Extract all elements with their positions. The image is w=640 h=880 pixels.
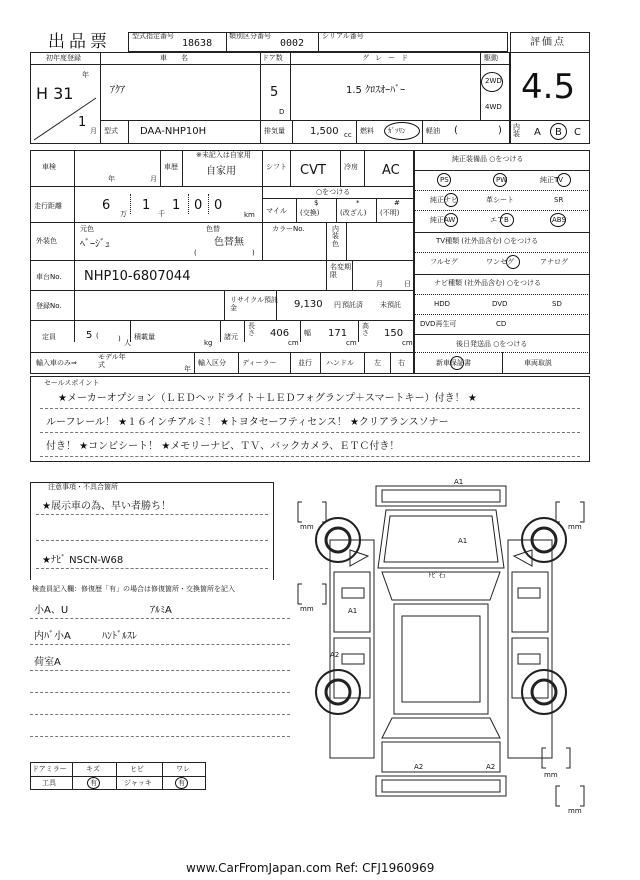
sales-label: セールスポイント <box>44 379 100 387</box>
color-change-label: 色替 <box>206 225 220 233</box>
doors-label: ドア数 <box>262 54 283 62</box>
first-reg-month: 1 <box>78 115 87 130</box>
equip-abs: ABS <box>552 216 566 224</box>
orig-color-value: ﾍﾞｰｼﾞｭ <box>80 239 110 250</box>
equip-navi: 純正ナビ <box>430 196 458 204</box>
dmg-a2-rear-right: A2 <box>486 763 496 771</box>
name-change-day: 日 <box>404 280 411 288</box>
model-cert-value: 18638 <box>182 38 213 49</box>
interior-label: 内装 <box>513 123 520 138</box>
mileage-digit-2: 1 <box>142 198 151 213</box>
handle-label: ハンドル <box>326 359 354 367</box>
model-year-label: モデル年式 <box>98 353 126 369</box>
mm-front-left: mm <box>300 523 314 531</box>
legend-jack: ジャッキ <box>124 779 152 787</box>
usage-value: 自家用 <box>206 166 236 177</box>
capacity-unit: 人 <box>124 339 131 347</box>
fuel-circle <box>384 122 420 140</box>
year-unit: 年 <box>82 71 89 79</box>
inspector-line-2a: 内ﾊﾞ小A <box>34 631 71 642</box>
displacement-label: 排気量 <box>264 127 285 135</box>
docs-title: 後日発送品 ○をつける <box>456 340 528 348</box>
mileage-digit-5: 0 <box>214 198 223 213</box>
tv-oneseg: ワンセグ <box>486 258 514 266</box>
handle-right: 右 <box>398 359 405 367</box>
sales-line-1: ★メーカーオプション（ＬＥＤヘッドライト＋ＬＥＤフォグランプ＋スマートキー）付き！ ★ <box>58 393 477 404</box>
navi-title: ナビ種類 (社外品含む) ○をつける <box>434 279 542 287</box>
capacity-paren-open: ( <box>96 332 99 340</box>
shift-value: CVT <box>300 163 326 178</box>
equip-navi-circle <box>444 193 458 207</box>
color-label: 外装色 <box>36 237 57 245</box>
dmg-a2-rear-left: A2 <box>414 763 424 771</box>
serial-label: シリアル番号 <box>322 32 364 40</box>
inspection-month: 月 <box>150 175 157 183</box>
aircon-value: AC <box>382 163 400 178</box>
equip-airbag: エアB <box>490 216 509 224</box>
class-label: 類別区分番号 <box>229 32 271 40</box>
inspector-line-2b: ﾊﾝﾄﾞﾙｽﾚ <box>102 631 137 642</box>
door-suffix: D <box>279 108 285 116</box>
chassis-label: 車台No. <box>36 273 62 281</box>
modify-label: (改ざん) <box>340 209 367 217</box>
load-label: 積載量 <box>134 333 155 341</box>
grade-value: 1.5 ｸﾛｽｵｰﾊﾞｰ <box>346 85 406 96</box>
capacity-label: 定員 <box>42 333 56 341</box>
equip-tv: 純正TV <box>540 176 564 184</box>
inspection-label: 車検 <box>42 163 56 171</box>
tv-analog: アナログ <box>540 258 568 266</box>
height-value: 150 <box>384 328 404 339</box>
navi-cd: CD <box>496 320 507 328</box>
first-reg-era: H 31 <box>36 84 74 103</box>
unit-man: 万 <box>120 210 127 218</box>
load-unit: kg <box>204 339 213 347</box>
equip-tv-circle <box>557 173 571 187</box>
equip-airbag-circle <box>500 213 514 227</box>
interior-b: B <box>555 127 562 138</box>
import-class-label: 輸入区分 <box>198 359 226 367</box>
mm-mid-left: mm <box>300 605 314 613</box>
form-title: 出品票 <box>48 32 111 52</box>
equip-aw-circle <box>444 213 458 227</box>
chassis-value: NHP10-6807044 <box>84 269 191 284</box>
legend-tools-value: 有 <box>90 779 97 787</box>
drive-2wd-circle <box>481 72 503 92</box>
name-change-month: 月 <box>376 280 383 288</box>
usage-note: ※未記入は自家用 <box>196 151 251 159</box>
legend-crack: ヒビ <box>130 765 144 773</box>
month-unit: 月 <box>90 127 97 135</box>
inspector-line-3a: 荷室A <box>34 657 61 668</box>
inspector-line-1b: ｱﾙﾐA <box>150 605 172 616</box>
length-label: 長さ <box>248 322 255 337</box>
dmg-a1-side: A1 <box>348 607 358 615</box>
dmg-chip: ﾄﾋﾞ石 <box>428 571 446 579</box>
legend-tools: 工具 <box>42 779 56 787</box>
displacement-unit: cc <box>344 131 352 139</box>
tv-title: TV種類 (社外品含む) ○をつける <box>436 237 539 245</box>
paren-close: ) <box>498 125 502 136</box>
docs-warranty-circle <box>450 356 464 370</box>
color-change-value: 色替無 <box>214 237 244 248</box>
legend-mirror: ドアミラー <box>32 765 67 773</box>
interior-b-circle <box>550 123 567 140</box>
width-unit: cm <box>346 339 357 347</box>
legend-break: ワレ <box>176 765 190 773</box>
import-label: 輸入車のみ⇒ <box>36 359 77 367</box>
mileage-digit-4: 0 <box>194 198 203 213</box>
dmg-a1-hood: A1 <box>458 537 468 545</box>
mm-front-right: mm <box>568 523 582 531</box>
drive-label: 駆動 <box>484 54 498 62</box>
equip-leather: 革シート <box>486 196 514 204</box>
first-reg-label: 初年度登録 <box>46 54 81 62</box>
paren-open: ( <box>454 125 458 136</box>
mileage-check: ○をつける <box>316 188 351 196</box>
drive-2wd: 2WD <box>485 77 502 85</box>
navi-hdd: HDD <box>434 300 451 308</box>
import-dealer: ディーラー <box>242 359 277 367</box>
model-cert-label: 型式指定番号 <box>132 32 174 40</box>
mile-label: マイル <box>266 207 287 215</box>
shift-label: シフト <box>266 163 287 171</box>
equip-sr: SR <box>554 196 564 204</box>
length-unit: cm <box>288 339 299 347</box>
aircon-label: 冷房 <box>344 163 358 171</box>
mileage-digit-3: 1 <box>172 198 181 213</box>
tv-fullseg: フルセグ <box>430 258 458 266</box>
unknown-sym: # <box>394 199 400 207</box>
notes-label: 注意事項・不具合箇所 <box>48 483 118 491</box>
modify-sym: * <box>356 199 360 207</box>
tools-circle <box>87 777 100 789</box>
sales-line-2: ルーフレール！ ★１６インチアルミ！ ★トヨタセーフティセンス！ ★クリアランスソナー <box>46 417 449 428</box>
model-value: DAA-NHP10H <box>140 126 207 137</box>
color-paren-open: ( <box>194 249 197 257</box>
unit-sen: 千 <box>158 210 165 218</box>
capacity-value: 5 <box>86 330 93 341</box>
handle-left: 左 <box>374 359 381 367</box>
capacity-paren-close: ) <box>118 335 121 343</box>
recycle-status2: 未預託 <box>380 301 401 309</box>
equip-abs-circle <box>550 213 566 227</box>
orig-color-label: 元色 <box>80 225 94 233</box>
model-year-unit: 年 <box>184 365 191 373</box>
sales-line-3: 付き！ ★コンビシート！ ★メモリーナビ、ＴＶ、バックカメラ、ＥＴＣ付き！ <box>46 441 400 452</box>
equip-pw-circle <box>493 173 507 187</box>
exchange-label: (交換) <box>300 209 320 217</box>
inspector-label: 検査員記入欄：修復歴「有」の場合は修復箇所・交換箇所を記入 <box>32 585 235 593</box>
recycle-status: 預託済 <box>342 301 363 309</box>
width-value: 171 <box>328 328 348 339</box>
width-label: 幅 <box>304 329 311 337</box>
equip-pw: PW <box>496 176 508 184</box>
mm-rear-left: mm <box>544 771 558 779</box>
int-color-label: 内装色 <box>332 225 339 248</box>
navi-dvd: DVD <box>492 300 508 308</box>
docs-warranty: 新車保証書 <box>436 359 471 367</box>
recycle-value: 9,130 <box>294 299 323 310</box>
reg-label: 登録No. <box>36 302 62 310</box>
dmg-a2-side: A2 <box>330 651 340 659</box>
interior-a: A <box>534 127 541 138</box>
footer-ref: www.CarFromJapan.com Ref: CFJ1960969 <box>186 861 435 875</box>
drive-4wd: 4WD <box>485 103 502 111</box>
equip-ps-circle <box>437 173 451 187</box>
notes-line-1: ★展示車の為、早い者勝ち！ <box>42 501 171 512</box>
equip-title: 純正装備品 ○をつける <box>452 155 524 163</box>
equip-ps: PS <box>440 176 449 184</box>
score-label: 評価点 <box>530 37 566 48</box>
exchange-sym: $ <box>314 199 319 207</box>
class-value: 0002 <box>280 38 305 49</box>
jack-circle <box>175 777 188 789</box>
mm-rear-right: mm <box>568 807 582 815</box>
length-value: 406 <box>270 328 290 339</box>
recycle-label: リサイクル預託金 <box>230 296 279 313</box>
color-paren-close: ) <box>252 249 255 257</box>
recycle-unit: 円 <box>334 301 341 309</box>
car-name: ｱｸｱ <box>110 85 125 96</box>
unit-km: km <box>244 211 255 219</box>
car-name-label: 車名 <box>160 54 202 62</box>
legend-scratch: キズ <box>86 765 100 773</box>
inspection-year: 年 <box>108 175 115 183</box>
score-value: 4.5 <box>521 67 576 107</box>
notes-line-3: ★ﾅﾋﾞ NSCN-W68 <box>42 555 124 566</box>
legend-jack-value: 有 <box>178 779 185 787</box>
docs-manual: 車両取説 <box>524 359 552 367</box>
inspector-line-1a: 小A、U <box>34 605 69 616</box>
fuel-value: ｶﾞｿﾘﾝ <box>388 127 406 135</box>
mileage-digit-1: 6 <box>102 198 111 213</box>
equip-aw: 純正AW <box>430 216 456 224</box>
interior-c: C <box>574 127 581 138</box>
usage-label: 車歴 <box>164 163 178 171</box>
doors-value: 5 <box>270 85 279 100</box>
mileage-label: 走行距離 <box>34 202 62 210</box>
dmg-a1-bumper: A1 <box>454 478 464 486</box>
model-label: 型式 <box>104 127 118 135</box>
unknown-label: (不明) <box>380 209 400 217</box>
fuel-label: 燃料 <box>360 127 374 135</box>
displacement-value: 1,500 <box>310 126 339 137</box>
car-damage-diagram <box>290 476 590 816</box>
dims-label: 諸元 <box>224 333 238 341</box>
name-change-label: 名変期限 <box>330 263 351 279</box>
height-unit: cm <box>402 339 413 347</box>
import-parallel: 並行 <box>298 359 312 367</box>
light-oil-label: 軽油 <box>426 127 440 135</box>
navi-dvd-play: DVD再生可 <box>420 320 457 328</box>
color-number-label: カラーNo. <box>272 225 305 233</box>
navi-sd: SD <box>552 300 562 308</box>
grade-label: グレード <box>362 54 414 62</box>
tv-oneseg-circle <box>506 255 520 269</box>
height-label: 高さ <box>362 322 369 337</box>
